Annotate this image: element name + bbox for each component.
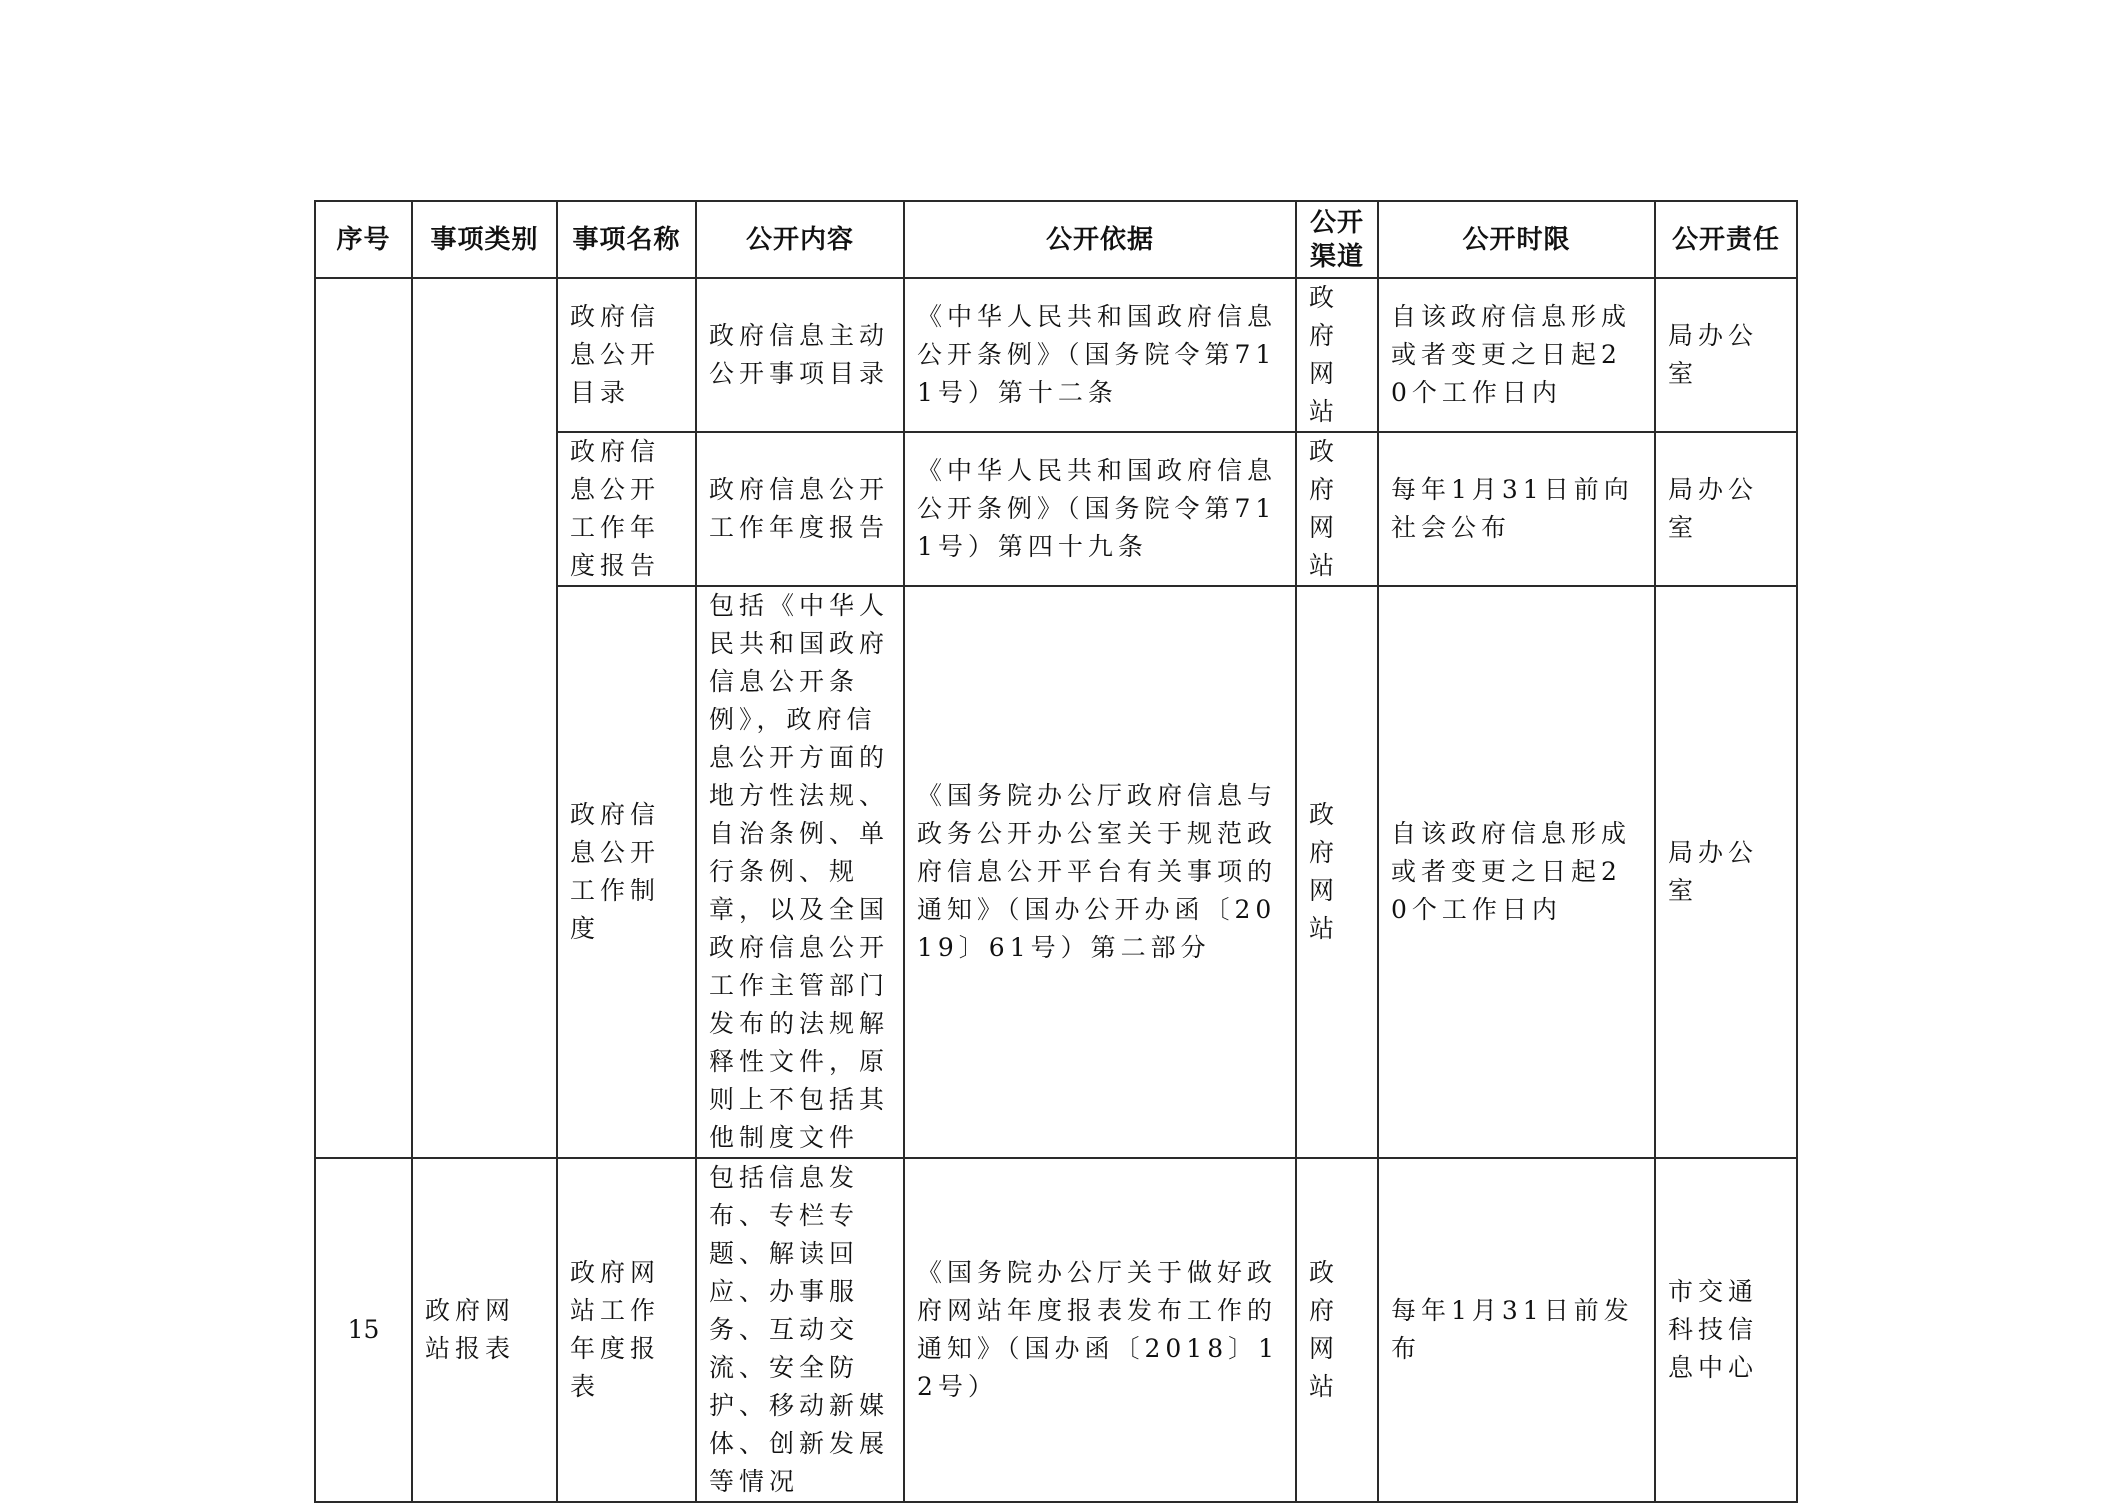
cell-responsibility: 局办公室 [1655, 586, 1797, 1158]
cell-responsibility: 市交通科技信息中心 [1655, 1158, 1797, 1502]
table-row [315, 278, 1797, 432]
cell-responsibility: 局办公室 [1655, 278, 1797, 432]
cell-basis: 《国务院办公厅政府信息与政务公开办公室关于规范政府信息公开平台有关事项的通知》（国办公开办函〔2019〕61号）第二部分 [904, 586, 1296, 1158]
header-content: 公开内容 [696, 201, 904, 278]
cell-basis: 《国务院办公厅关于做好政府网站年度报表发布工作的通知》（国办函〔2018〕12号） [904, 1158, 1296, 1502]
header-time-limit: 公开时限 [1378, 201, 1655, 278]
cell-content: 政府信息主动公开事项目录 [696, 278, 904, 432]
cell-time-limit: 自该政府信息形成或者变更之日起20个工作日内 [1378, 586, 1655, 1158]
cell-time-limit: 每年1月31日前发布 [1378, 1158, 1655, 1502]
cell-basis: 《中华人民共和国政府信息公开条例》（国务院令第711号）第四十九条 [904, 432, 1296, 586]
cell-name: 政府信息公开目录 [557, 278, 696, 432]
cell-responsibility: 局办公室 [1655, 432, 1797, 586]
cell-seq [315, 278, 412, 1158]
header-name: 事项名称 [557, 201, 696, 278]
cell-category: 政府网站报表 [412, 1158, 557, 1502]
cell-time-limit: 每年1月31日前向社会公布 [1378, 432, 1655, 586]
cell-category [412, 278, 557, 1158]
cell-name: 政府信息公开工作制度 [557, 586, 696, 1158]
header-seq: 序号 [315, 201, 412, 278]
cell-name: 政府网站工作年度报表 [557, 1158, 696, 1502]
header-responsibility: 公开责任 [1655, 201, 1797, 278]
cell-name: 政府信息公开工作年度报告 [557, 432, 696, 586]
cell-content: 包括信息发布、专栏专题、解读回应、办事服务、互动交流、安全防护、移动新媒体、创新发展等情况 [696, 1158, 904, 1502]
cell-channel: 政府网站 [1296, 278, 1378, 432]
cell-seq: 15 [315, 1158, 412, 1502]
header-category: 事项类别 [412, 201, 557, 278]
cell-channel: 政府网站 [1296, 586, 1378, 1158]
header-basis: 公开依据 [904, 201, 1296, 278]
cell-content: 政府信息公开工作年度报告 [696, 432, 904, 586]
cell-time-limit: 自该政府信息形成或者变更之日起20个工作日内 [1378, 278, 1655, 432]
cell-channel: 政府网站 [1296, 1158, 1378, 1502]
header-row [315, 201, 1797, 278]
header-channel: 公开渠道 [1296, 201, 1378, 278]
cell-basis: 《中华人民共和国政府信息公开条例》（国务院令第711号）第十二条 [904, 278, 1296, 432]
disclosure-table [314, 200, 1798, 1503]
cell-content: 包括《中华人民共和国政府信息公开条例》，政府信息公开方面的地方性法规、自治条例、单行条例、规章，以及全国政府信息公开工作主管部门发布的法规解释性文件，原则上不包括其他制度文件 [696, 586, 904, 1158]
cell-channel: 政府网站 [1296, 432, 1378, 586]
table-row [315, 1158, 1797, 1502]
